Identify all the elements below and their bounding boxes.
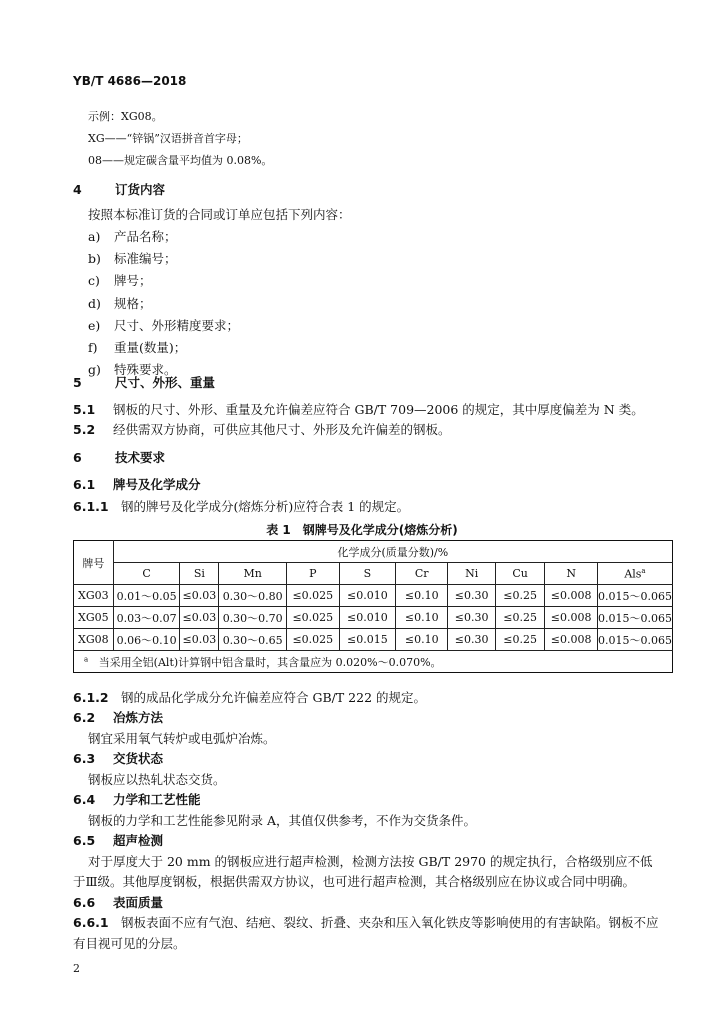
list-item: e) 尺寸、外形精度要求； [88,317,240,333]
paragraph: 钢板应以热轧状态交货。 [88,772,226,787]
table-header-cell: Cr [396,563,448,585]
table-header-cell: 化学成分(质量分数)/% [113,541,672,563]
table-cell: 0.015～0.065 [597,585,672,607]
table-row [74,585,673,607]
list-item: a) 产品名称； [88,229,177,244]
paragraph-line: 对于厚度大于 20 mm 的钢板应进行超声检测，检测方法按 GB/T 2970 的规定执行，合格级别应不低 [88,854,653,869]
table-cell: ≤0.10 [396,585,448,607]
table-cell: ≤0.30 [448,629,496,651]
document-code: YB/T 4686—2018 [73,74,187,88]
subsection-heading: 6.2 冶炼方法 [73,710,164,725]
table-caption: 表 1 钢牌号及化学成分(熔炼分析) [266,523,458,537]
table-footnote: $^a$ 当采用全铝(Alt)计算钢中铝含量时，其含量应为 0.020%～0.070%。 [74,651,673,673]
table-cell: 0.01～0.05 [113,585,180,607]
clause: 6.6.1 钢板表面不应有气泡、结疤、裂纹、折叠、夹杂和压入氧化铁皮等影响使用的有害缺陷。钢板不应 [73,915,659,930]
table-cell: ≤0.010 [339,607,395,629]
table-cell: 0.015～0.065 [597,629,672,651]
clause: 6.1.1 钢的牌号及化学成分(熔炼分析)应符合表 1 的规定。 [73,499,410,514]
table-cell: 0.06～0.10 [113,629,180,651]
table-cell: XG03 [74,585,114,607]
table-footnote-row [74,651,673,673]
paragraph-line: 于Ⅲ级。其他厚度钢板，根据供需双方协议，也可进行超声检测，其合格级别应在协议或合同中明确。 [73,874,636,889]
table-cell: ≤0.008 [545,607,598,629]
table-cell: ≤0.03 [180,585,219,607]
table-cell: ≤0.008 [545,585,598,607]
subsection-heading: 6.3 交货状态 [73,751,164,766]
table-row [74,629,673,651]
table-cell: ≤0.010 [339,585,395,607]
table-header-cell: Cu [495,563,544,585]
table-cell: ≤0.30 [448,585,496,607]
example-line: XG——“锌锅”汉语拼音首字母； [88,132,248,145]
subsection-heading: 6.6 表面质量 [73,895,164,910]
paragraph: 按照本标准订货的合同或订单应包括下列内容： [88,207,351,222]
section-heading [73,448,165,466]
table-cell: ≤0.008 [545,629,598,651]
chemical-composition-table [73,540,673,673]
list-item: f) 重量(数量)； [88,340,187,356]
section-title: 尺寸、外形、重量 [115,375,216,390]
table-cell: ≤0.30 [448,607,496,629]
clause: 6.1.2 钢的成品化学成分允许偏差应符合 GB/T 222 的规定。 [73,690,426,705]
subsection-heading: 6.5 超声检测 [73,833,164,848]
list-item: c) 牌号； [88,273,152,289]
section-title: 技术要求 [115,450,166,465]
table-cell: ≤0.25 [495,585,544,607]
section-number: 6 [73,450,82,465]
table-cell: ≤0.015 [339,629,395,651]
clause: 5.1 钢板的尺寸、外形、重量及允许偏差应符合 GB/T 709—2006 的规定，其中厚度偏差为 N 类。 [73,402,644,417]
table-cell: ≤0.025 [287,607,340,629]
example-line: 示例：XG08。 [88,110,163,123]
paragraph: 钢板的力学和工艺性能参见附录 A，其值仅供参考，不作为交货条件。 [88,813,477,828]
list-item: g) 特殊要求。 [88,362,177,378]
table-header-cell: P [287,563,340,585]
table-cell: 0.30～0.70 [219,607,287,629]
example-line: 08——规定碳含量平均值为 0.08%。 [88,154,273,167]
section-number: 5 [73,375,82,390]
table-cell: ≤0.025 [287,629,340,651]
table-cell: ≤0.25 [495,607,544,629]
table-cell: ≤0.03 [180,629,219,651]
table-cell: ≤0.10 [396,629,448,651]
table-cell: 0.30～0.80 [219,585,287,607]
table-cell: ≤0.10 [396,607,448,629]
table-header-cell: Mn [219,563,287,585]
subsection-heading: 6.4 力学和工艺性能 [73,792,201,807]
list-item: b) 标准编号； [88,251,177,267]
table-header-cell: C [113,563,180,585]
table-cell: XG05 [74,607,114,629]
page-number: 2 [73,962,80,975]
table-header-cell: Ni [448,563,496,585]
section-heading [73,180,165,198]
table-header-cell: S [339,563,395,585]
paragraph-line: 有目视可见的分层。 [73,936,186,951]
table-header-cell: Als$^a$ [597,563,672,585]
table-header-row [74,563,673,585]
table-header-cell: N [545,563,598,585]
table-header-cell: Si [180,563,219,585]
table-cell: ≤0.025 [287,585,340,607]
clause: 5.2 经供需双方协商，可供应其他尺寸、外形及允许偏差的钢板。 [73,422,451,437]
subsection-heading: 6.1 牌号及化学成分 [73,477,201,492]
table-row [74,607,673,629]
table-cell: ≤0.25 [495,629,544,651]
table-cell: XG08 [74,629,114,651]
table-cell: ≤0.03 [180,607,219,629]
table-header-row [74,541,673,563]
paragraph: 钢宜采用氧气转炉或电弧炉冶炼。 [88,731,276,746]
table-header-cell: 牌号 [74,541,114,585]
table-cell: 0.30～0.65 [219,629,287,651]
table-cell: 0.015～0.065 [597,607,672,629]
section-number: 4 [73,182,82,197]
section-title: 订货内容 [115,182,166,197]
table-cell: 0.03～0.07 [113,607,180,629]
section-heading [73,373,215,391]
list-item: d) 规格； [88,295,152,311]
order-content-list [88,226,239,381]
